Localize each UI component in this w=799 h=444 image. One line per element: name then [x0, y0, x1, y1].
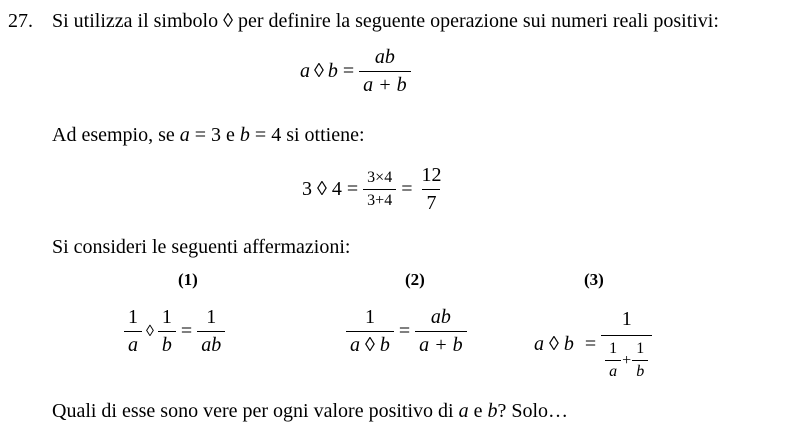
diamond-symbol: ◊ — [314, 60, 324, 82]
example-prefix: Ad esempio, se — [52, 124, 180, 146]
def-fraction — [359, 46, 411, 97]
definition-formula — [300, 46, 411, 97]
example-lhs: 3 ◊ 4 — [302, 178, 342, 200]
s1-fraction-1 — [124, 306, 142, 357]
s3-outer-numerator: 1 — [621, 308, 632, 330]
example-denominator: 3+4 — [363, 189, 396, 210]
result-numerator: 12 — [421, 164, 442, 186]
question-number: 27. — [8, 10, 33, 32]
s1-fraction-2 — [158, 306, 176, 357]
equals-sign: = — [584, 333, 597, 355]
statement-1-formula — [124, 306, 225, 357]
s2-l-denominator: a ◊ b — [346, 331, 394, 357]
s3-in1-denominator: a — [605, 360, 621, 381]
def-lhs-a: a — [300, 60, 310, 82]
s2-l-numerator: 1 — [364, 306, 375, 328]
s1-result-fraction — [197, 306, 225, 357]
example-formula — [302, 164, 445, 215]
s2-left-fraction — [346, 306, 394, 357]
closing-var-a: a — [458, 400, 469, 422]
equals-sign: = — [346, 178, 359, 200]
example-fraction — [363, 169, 396, 210]
def-lhs-b: b — [327, 60, 338, 82]
s1-r-denominator: ab — [197, 331, 225, 357]
s2-right-fraction — [415, 306, 467, 357]
statement-1-label: (1) — [178, 270, 198, 289]
statement-3-formula — [534, 308, 652, 381]
s3-in1-numerator: 1 — [609, 340, 618, 357]
consider-statements: Si consideri le seguenti affermazioni: — [52, 236, 351, 258]
s1-f1-numerator: 1 — [128, 306, 138, 328]
s2-r-denominator: a + b — [415, 331, 467, 357]
statement-2-label: (2) — [405, 270, 425, 289]
equals-sign: = — [401, 178, 413, 200]
example-a-value: = 3 e — [189, 124, 240, 146]
s3-in2-numerator: 1 — [636, 340, 645, 357]
example-result-fraction — [417, 164, 445, 215]
equals-sign: = — [180, 320, 193, 342]
example-numerator: 3×4 — [367, 169, 393, 186]
statement-2-formula — [346, 306, 467, 357]
s1-f2-denominator: b — [158, 331, 176, 357]
closing-mid: e — [468, 400, 488, 422]
closing-suffix: ? Solo… — [497, 400, 569, 422]
result-denominator: 7 — [422, 189, 440, 215]
s1-r-numerator: 1 — [206, 306, 217, 328]
example-sentence — [52, 124, 365, 147]
diamond-symbol: ◊ — [146, 322, 154, 340]
question-intro: Si utilizza il simbolo ◊ per definire la seguente operazione sui numeri reali positivi: — [52, 10, 719, 32]
equals-sign: = — [398, 320, 411, 342]
example-var-b: b — [239, 124, 250, 146]
example-b-value: = 4 si ottiene: — [249, 124, 365, 146]
closing-prefix: Quali di esse sono vere per ogni valore positivo di — [52, 400, 459, 422]
s3-inner-fraction-1 — [605, 340, 621, 381]
example-var-a: a — [179, 124, 190, 146]
s3-in2-denominator: b — [632, 360, 648, 381]
s3-outer-denominator — [601, 335, 652, 381]
s1-f1-denominator: a — [124, 331, 142, 357]
s2-r-numerator: ab — [430, 306, 451, 328]
s1-f2-numerator: 1 — [161, 306, 172, 328]
s3-lhs: a ◊ b — [534, 333, 574, 355]
s3-outer-fraction — [601, 308, 652, 381]
closing-var-b: b — [487, 400, 498, 422]
s3-inner-fraction-2 — [632, 340, 648, 381]
statement-3-label: (3) — [584, 270, 604, 289]
plus-sign: + — [622, 351, 632, 369]
def-numerator: ab — [374, 46, 395, 68]
closing-question — [52, 400, 568, 423]
def-denominator: a + b — [359, 71, 411, 97]
equals-sign: = — [342, 60, 355, 82]
